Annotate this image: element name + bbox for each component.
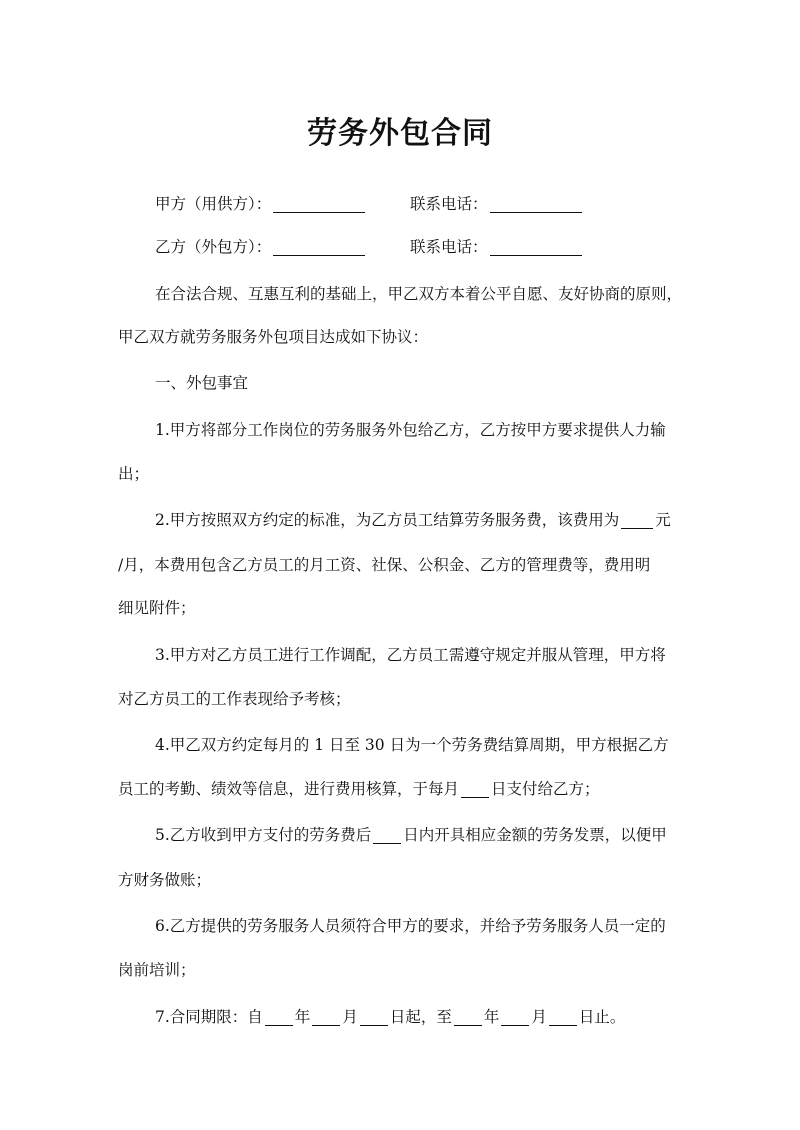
- start-day-label: 日起，至: [389, 1008, 452, 1026]
- party-a-label: 甲方（用供方）：: [155, 195, 272, 213]
- party-b-phone-row: [410, 235, 584, 259]
- clause-5-line-2: 方财务做账；: [118, 871, 212, 889]
- clause-7-prefix: 7.合同期限：自: [155, 1008, 263, 1026]
- start-year-label: 年: [294, 1008, 311, 1026]
- start-month-label: 月: [342, 1008, 358, 1026]
- party-a-phone-blank[interactable]: [490, 194, 582, 213]
- fee-amount-blank[interactable]: [621, 510, 653, 529]
- clause-6-line-2: 岗前培训；: [118, 961, 196, 979]
- start-year-blank[interactable]: [265, 1007, 293, 1026]
- clause-7-line: [155, 1005, 688, 1029]
- party-b-phone-blank[interactable]: [490, 237, 582, 256]
- start-month-blank[interactable]: [312, 1007, 340, 1026]
- party-b-label: 乙方（外包方）：: [155, 238, 272, 256]
- page-title: 劳务外包合同: [307, 116, 493, 151]
- intro-line-2: 甲乙双方就劳务服务外包项目达成如下协议：: [118, 328, 429, 346]
- clause-5-text-post: 日内开具相应金额的劳务发票，以便甲: [403, 826, 667, 844]
- clause-1-line-2: 出；: [118, 465, 150, 483]
- end-year-blank[interactable]: [454, 1007, 482, 1026]
- party-b-row: [155, 235, 367, 259]
- end-year-label: 年: [483, 1008, 500, 1026]
- intro-line-1: 在合法合规、互惠互利的基础上，甲乙双方本着公平自愿、友好协商的原则，: [155, 285, 683, 303]
- clause-2-text-pre: 2.甲方按照双方约定的标准，为乙方员工结算劳务服务费，该费用为: [155, 511, 620, 529]
- clause-6-line-1: 6.乙方提供的劳务服务人员须符合甲方的要求，并给予劳务服务人员一定的: [155, 917, 666, 935]
- end-day-label: 日止。: [578, 1008, 626, 1026]
- party-a-phone-label: 联系电话：: [410, 195, 488, 213]
- section-heading: 一、外包事宜: [155, 374, 249, 392]
- end-day-blank[interactable]: [549, 1007, 577, 1026]
- clause-2-text-post: 元: [655, 511, 671, 529]
- party-a-phone-row: [410, 192, 584, 216]
- invoice-days-blank[interactable]: [373, 825, 401, 844]
- party-b-phone-label: 联系电话：: [410, 238, 488, 256]
- party-b-blank[interactable]: [273, 237, 365, 256]
- clause-3-line-2: 对乙方员工的工作表现给予考核；: [118, 690, 351, 708]
- clause-3-line-1: 3.甲方对乙方员工进行工作调配，乙方员工需遵守规定并服从管理，甲方将: [155, 646, 666, 664]
- clause-5-text-pre: 5.乙方收到甲方支付的劳务费后: [155, 826, 372, 844]
- end-month-blank[interactable]: [501, 1007, 529, 1026]
- clause-4-text-pre: 员工的考勤、绩效等信息，进行费用核算，于每月: [118, 780, 460, 798]
- party-a-row: [155, 192, 367, 216]
- clause-5-line-1: [155, 823, 688, 847]
- clause-2-line-1: [155, 508, 688, 532]
- clause-1-line-1: 1.甲方将部分工作岗位的劳务服务外包给乙方，乙方按甲方要求提供人力输: [155, 421, 666, 439]
- clause-4-line-2: [118, 777, 688, 801]
- party-a-blank[interactable]: [273, 194, 365, 213]
- clause-4-line-1: 4.甲乙双方约定每月的 1 日至 30 日为一个劳务费结算周期，甲方根据乙方: [155, 736, 669, 754]
- end-month-label: 月: [531, 1008, 547, 1026]
- clause-2-line-3: 细见附件；: [118, 599, 196, 617]
- clause-2-line-2: /月，本费用包含乙方员工的月工资、社保、公积金、乙方的管理费等，费用明: [118, 556, 651, 574]
- pay-day-blank[interactable]: [461, 779, 489, 798]
- start-day-blank[interactable]: [360, 1007, 388, 1026]
- clause-4-text-post: 日支付给乙方；: [491, 780, 600, 798]
